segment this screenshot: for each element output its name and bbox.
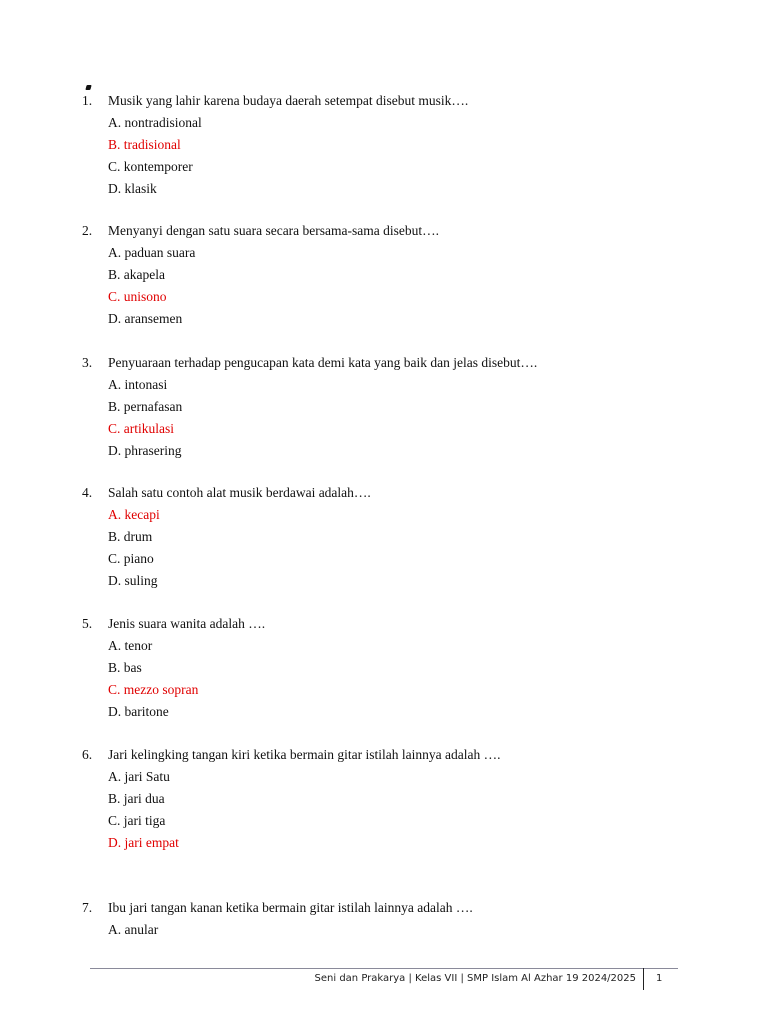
option-a: A. jari Satu — [108, 769, 170, 784]
option-b: B. pernafasan — [108, 399, 183, 414]
question-text: Salah satu contoh alat musik berdawai adalah…. — [108, 485, 371, 500]
question-text: Menyanyi dengan satu suara secara bersama-sama disebut…. — [108, 223, 440, 238]
option-a: A. anular — [108, 922, 159, 937]
question-4 — [0, 482, 768, 592]
page-number: 1 — [656, 973, 663, 984]
option-a: A. intonasi — [108, 377, 168, 392]
option-a: A. tenor — [108, 638, 153, 653]
option-c: C. piano — [108, 551, 154, 566]
option-c: C. kontemporer — [108, 159, 193, 174]
option-a: A. paduan suara — [108, 245, 196, 260]
option-b: B. tradisional — [108, 137, 181, 152]
question-1 — [0, 90, 768, 200]
option-c: C. unisono — [108, 289, 167, 304]
question-text: Jenis suara wanita adalah …. — [108, 616, 266, 631]
question-number: 6. — [82, 747, 93, 762]
question-5 — [0, 613, 768, 723]
option-d: D. baritone — [108, 704, 169, 719]
question-text: Penyuaraan terhadap pengucapan kata demi kata yang baik dan jelas disebut…. — [108, 355, 538, 370]
footer-rule — [90, 968, 678, 969]
question-number: 5. — [82, 616, 93, 631]
option-b: B. drum — [108, 529, 153, 544]
option-b: B. bas — [108, 660, 142, 675]
option-b: B. jari dua — [108, 791, 165, 806]
question-text: Ibu jari tangan kanan ketika bermain gitar istilah lainnya adalah …. — [108, 900, 473, 915]
question-2 — [0, 220, 768, 330]
footer-divider — [643, 968, 644, 990]
question-text: Jari kelingking tangan kiri ketika bermain gitar istilah lainnya adalah …. — [108, 747, 501, 762]
option-a: A. nontradisional — [108, 115, 202, 130]
question-text: Musik yang lahir karena budaya daerah setempat disebut musik…. — [108, 93, 469, 108]
question-number: 4. — [82, 485, 93, 500]
question-3 — [0, 352, 768, 462]
option-c: C. artikulasi — [108, 421, 174, 436]
option-c: C. jari tiga — [108, 813, 166, 828]
question-6 — [0, 744, 768, 854]
question-7 — [0, 897, 768, 941]
option-d: D. suling — [108, 573, 158, 588]
question-number: 3. — [82, 355, 93, 370]
option-d: D. klasik — [108, 181, 157, 196]
option-c: C. mezzo sopran — [108, 682, 199, 697]
footer-text: Seni dan Prakarya | Kelas VII | SMP Islam Al Azhar 19 2024/2025 — [314, 973, 636, 984]
option-d: D. aransemen — [108, 311, 183, 326]
question-number: 1. — [82, 93, 93, 108]
option-d: D. jari empat — [108, 835, 179, 850]
question-number: 7. — [82, 900, 93, 915]
option-d: D. phrasering — [108, 443, 182, 458]
option-b: B. akapela — [108, 267, 165, 282]
question-number: 2. — [82, 223, 93, 238]
option-a: A. kecapi — [108, 507, 160, 522]
